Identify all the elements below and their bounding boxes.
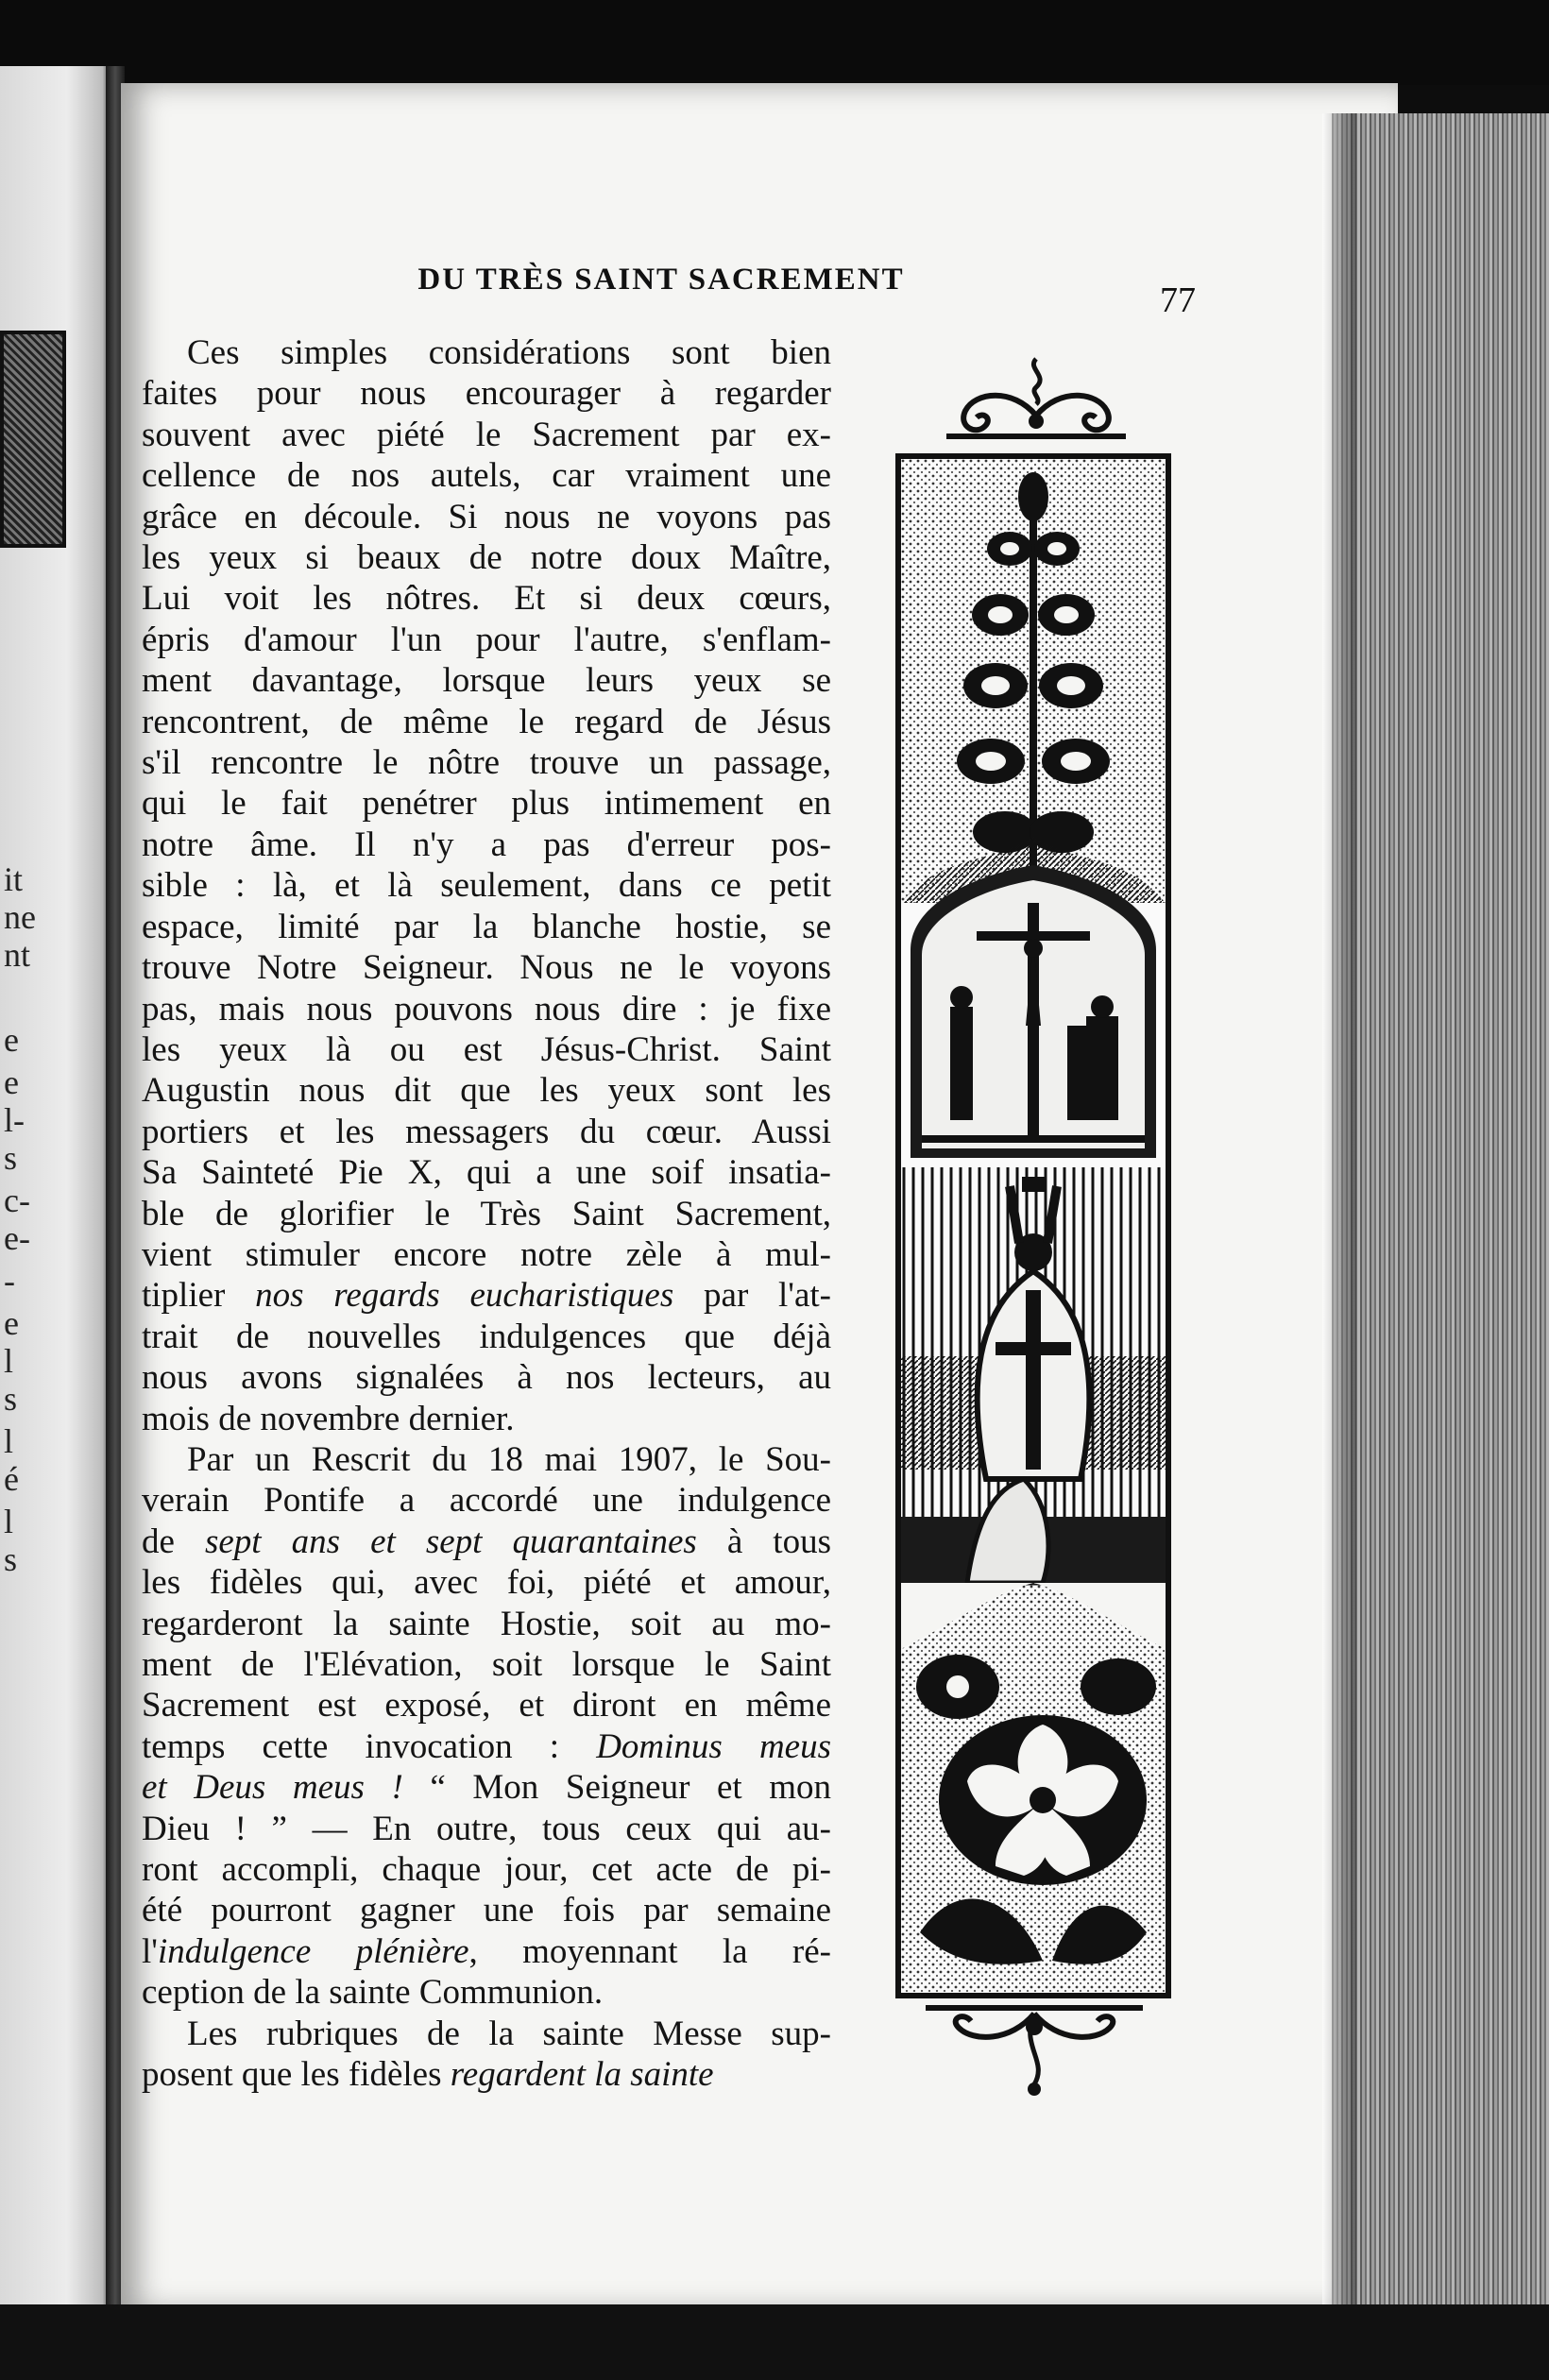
text-line: mois de novembre dernier. bbox=[142, 1399, 515, 1438]
text-line: Sacrement est exposé, et diront en même bbox=[142, 1686, 831, 1726]
text-line: ment davantage, lorsque leurs yeux se bbox=[142, 661, 831, 701]
facing-page bbox=[0, 66, 111, 2314]
text-line: ception de la sainte Communion. bbox=[142, 1973, 604, 2013]
text-line: sible : là, et là seulement, dans ce petit bbox=[142, 866, 831, 906]
text-line: les fidèles qui, avec foi, piété et amour, bbox=[142, 1563, 831, 1603]
flower-panel bbox=[901, 1583, 1166, 1993]
text-line: et Deus meus ! “ Mon Seigneur et mon bbox=[142, 1768, 832, 1808]
engraving-drawing bbox=[901, 459, 1166, 1993]
facing-page-fragment: c- bbox=[4, 1182, 30, 1219]
text-line: grâce en découle. Si nous ne voyons pas bbox=[142, 497, 831, 536]
facing-page-fragment: e bbox=[4, 1021, 19, 1059]
text-line: Sa Sainteté Pie X, qui a une soif insatia- bbox=[142, 1153, 831, 1193]
text-line: notre âme. Il n'y a pas d'erreur pos- bbox=[142, 824, 831, 864]
text-line: les yeux si beaux de notre doux Maître, bbox=[142, 538, 831, 578]
lily-flower-panel bbox=[901, 459, 1166, 903]
text-line: pas, mais nous pouvons nous dire : je fixe bbox=[142, 989, 831, 1028]
large-flower bbox=[939, 1715, 1147, 1885]
page-fore-edge bbox=[1332, 113, 1549, 2314]
facing-page-fragment: e- bbox=[4, 1219, 30, 1257]
facing-page-fragment: é bbox=[4, 1460, 19, 1498]
text-line: espace, limité par la blanche hostie, se bbox=[142, 907, 831, 946]
facing-page-fragment: l bbox=[4, 1422, 14, 1460]
facing-page-fragment: e bbox=[4, 1063, 19, 1101]
text-line: verain Pontife a accordé une indulgence bbox=[142, 1481, 831, 1521]
facing-page-fragment: e bbox=[4, 1304, 19, 1342]
devotional-engraving-icon bbox=[895, 453, 1171, 1998]
text-line: trouve Notre Seigneur. Nous ne le voyons bbox=[142, 948, 831, 988]
running-title: DU TRÈS SAINT SACREMENT bbox=[417, 263, 905, 297]
facing-page-fragment: s bbox=[4, 1380, 18, 1418]
text-line: les yeux là ou est Jésus-Christ. Saint bbox=[142, 1029, 831, 1069]
text-line: été pourront gagner une fois par semaine bbox=[142, 1891, 831, 1930]
page-edge-shadow bbox=[1322, 113, 1356, 2314]
text-line: Ces simples considérations sont bien bbox=[187, 333, 831, 372]
text-line: Lui voit les nôtres. Et si deux cœurs, bbox=[142, 579, 831, 619]
text-line: regarderont la sainte Hostie, soit au mo- bbox=[142, 1604, 831, 1643]
text-line: Augustin nous dit que les yeux sont les bbox=[142, 1071, 831, 1111]
photo-border-top bbox=[0, 0, 1549, 85]
text-line: portiers et les messagers du cœur. Aussi bbox=[142, 1112, 831, 1151]
text-line: posent que les fidèles regardent la sainte bbox=[142, 2055, 714, 2095]
facing-page-fragment: l bbox=[4, 1503, 14, 1540]
text-line: ront accompli, chaque jour, cet acte de pi- bbox=[142, 1850, 831, 1890]
text-line: Dieu ! ” — En outre, tous ceux qui au- bbox=[142, 1809, 831, 1848]
facing-page-fragment: s bbox=[4, 1540, 18, 1578]
text-line: de sept ans et sept quarantaines à tous bbox=[142, 1522, 831, 1561]
facing-page-fragment: l bbox=[4, 1342, 14, 1380]
facing-page-fragment: it bbox=[4, 860, 24, 898]
facing-page-fragment: nt bbox=[4, 936, 31, 974]
text-line: souvent avec piété le Sacrement par ex- bbox=[142, 415, 831, 454]
top-ornament-icon bbox=[937, 349, 1135, 444]
text-line: faites pour nous encourager à regarder bbox=[142, 374, 831, 414]
text-line: rencontrent, de même le regard de Jésus bbox=[142, 702, 831, 741]
text-line: nous avons signalées à nos lecteurs, au bbox=[142, 1358, 831, 1398]
facing-page-fragment: ne bbox=[4, 898, 36, 936]
text-line: épris d'amour l'un pour l'autre, s'enflam- bbox=[142, 620, 831, 659]
facing-page-fragment: l- bbox=[4, 1101, 25, 1139]
crucifixion-panel bbox=[911, 865, 1156, 1158]
bottom-ornament-icon bbox=[916, 1995, 1152, 2099]
elevation-priest-panel bbox=[901, 1167, 1166, 1583]
photo-border-bottom bbox=[0, 2304, 1549, 2380]
text-line: ment de l'Elévation, soit lorsque le Saint bbox=[142, 1645, 831, 1684]
text-line: s'il rencontre le nôtre trouve un passage, bbox=[142, 743, 831, 783]
facing-page-illustration bbox=[0, 331, 66, 548]
facing-page-fragment: - bbox=[4, 1262, 15, 1300]
body-text bbox=[142, 332, 831, 2095]
text-line: Les rubriques de la sainte Messe sup- bbox=[187, 2014, 831, 2053]
text-line: tiplier nos regards eucharistiques par l'at- bbox=[142, 1276, 831, 1316]
text-line: trait de nouvelles indulgences que déjà bbox=[142, 1317, 831, 1356]
text-line: ble de glorifier le Très Saint Sacrement, bbox=[142, 1194, 831, 1233]
facing-page-fragment: s bbox=[4, 1139, 18, 1177]
text-line: vient stimuler encore notre zèle à mul- bbox=[142, 1234, 831, 1274]
page-number: 77 bbox=[1160, 280, 1196, 320]
text-line: Par un Rescrit du 18 mai 1907, le Sou- bbox=[187, 1439, 831, 1479]
text-line: qui le fait penétrer plus intimement en bbox=[142, 784, 831, 824]
text-line: cellence de nos autels, car vraiment une bbox=[142, 456, 831, 496]
text-line: temps cette invocation : Dominus meus bbox=[142, 1726, 831, 1766]
text-line: l'indulgence plénière, moyennant la ré- bbox=[142, 1931, 831, 1971]
